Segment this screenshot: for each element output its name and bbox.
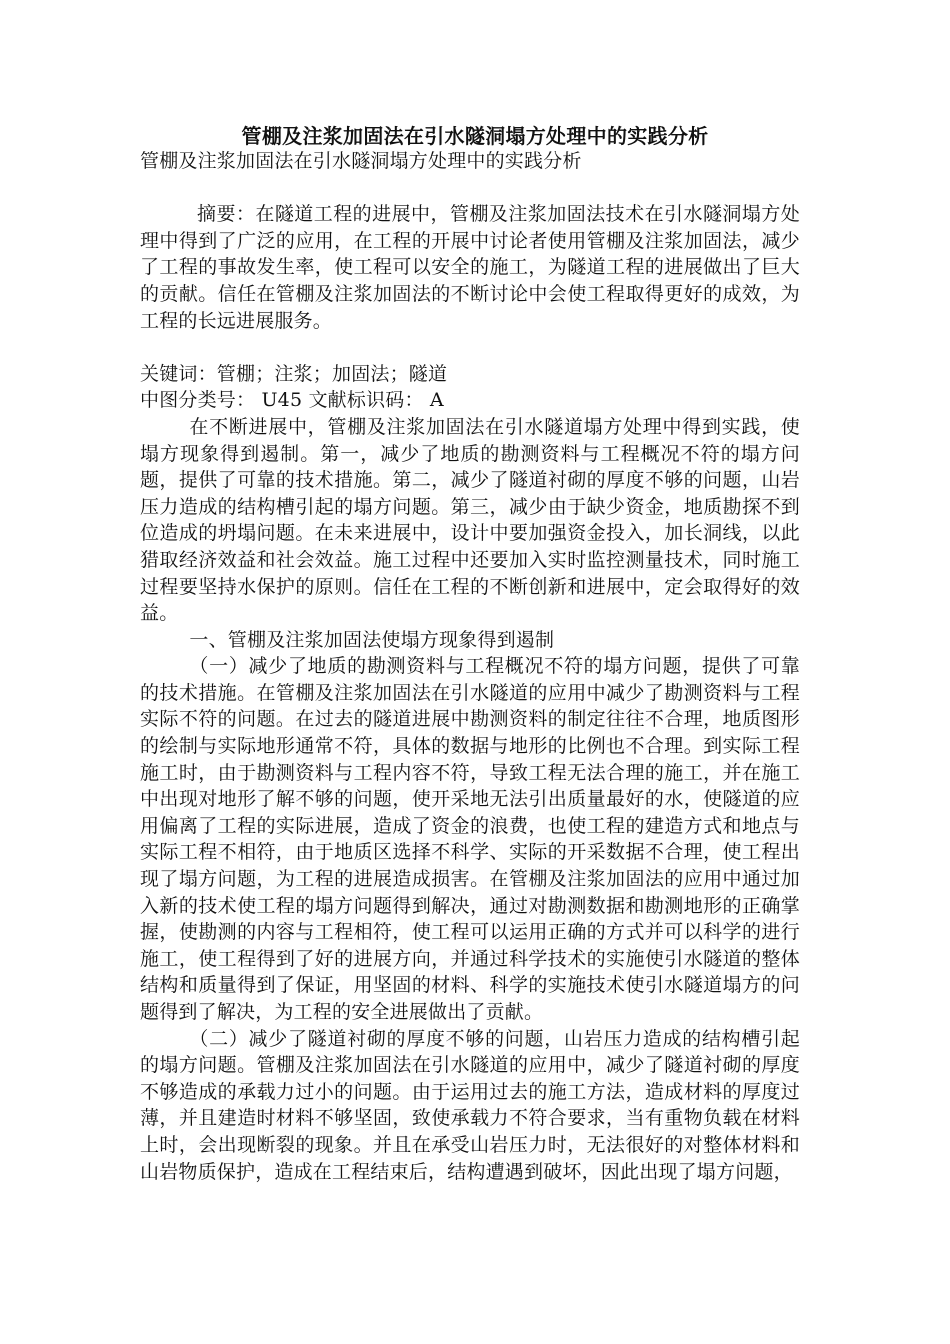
document-title: 管棚及注浆加固法在引水隧洞塌方处理中的实践分析 xyxy=(241,124,709,148)
body-paragraph: （二）减少了隧道衬砌的厚度不够的问题，山岩压力造成的结构槽引起的塌方问题。管棚及注浆加固法在引水隧道的应用中，减少了隧道衬砌的厚度不够造成的承载力过小的问题。由于运用过去的施工方法，造成材料的厚度过薄，并且建造时材料不够坚固，致使承载力不符合要求，当有重物负载在材料上时，会出现断裂的现象。并且在承受山岩压力时，无法很好的对整体材料和山岩物质保护，造成在工程结束后，结构遭遇到破坏，因此出现了塌方问题， xyxy=(140,1027,800,1183)
body-paragraph: （一）减少了地质的勘测资料与工程概况不符的塌方问题，提供了可靠的技术措施。在管棚及注浆加固法在引水隧道的应用中减少了勘测资料与工程实际不符的问题。在过去的隧道进展中勘测资料的制定往往不合理，地质图形的绘制与实际地形通常不符，具体的数据与地形的比例也不合理。到实际工程施工时，由于勘测资料与工程内容不符，导致工程无法合理的施工，并在施工中出现对地形了解不够的问题，使开采地无法引出质量最好的水，使隧道的应用偏离了工程的实际进展，造成了资金的浪费，也使工程的建造方式和地点与实际工程不相符，由于地质区选择不科学、实际的开采数据不合理，使工程出现了塌方问题，为工程的进展造成损害。在管棚及注浆加固法的应用中通过加入新的技术使工程的塌方问题得到解决，通过对勘测数据和勘测地形的正确掌握，使勘测的内容与工程相符，使工程可以运用正确的方式并可以科学的进行施工，使工程得到了好的进展方向，并通过科学技术的实施使引水隧道的整体结构和质量得到了保证，用坚固的材料、科学的实施技术使引水隧道塌方的问题得到了解决，为工程的安全进展做出了贡献。 xyxy=(140,655,800,1023)
blank-line xyxy=(140,175,800,202)
keywords-line: 关键词：管棚；注浆；加固法；隧道 xyxy=(140,362,448,385)
document-body xyxy=(140,148,800,1185)
blank-line xyxy=(140,334,800,361)
section-heading: 一、管棚及注浆加固法使塌方现象得到遏制 xyxy=(189,628,555,651)
intro-paragraph: 在不断进展中，管棚及注浆加固法在引水隧道塌方处理中得到实践，使塌方现象得到遏制。第一，减少了地质的勘测资料与工程概况不符的塌方问题，提供了可靠的技术措施。第二，减少了隧道衬砌的厚度不够的问题，山岩压力造成的结构槽引起的塌方问题。第三，减少由于缺少资金，地质勘探不到位造成的坍塌问题。在未来进展中，设计中要加强资金投入，加长洞线，以此猎取经济效益和社会效益。施工过程中还要加入实时监控测量技术，同时施工过程要坚持水保护的原则。信任在工程的不断创新和进展中，定会取得好的效益。 xyxy=(140,415,800,625)
abstract-paragraph: 摘要：在隧道工程的进展中，管棚及注浆加固法技术在引水隧洞塌方处理中得到了广泛的应用，在工程的开展中讨论者使用管棚及注浆加固法，减少了工程的事故发生率，使工程可以安全的施工，为隧道工程的进展做出了巨大的贡献。信任在管棚及注浆加固法的不断讨论中会使工程取得更好的成效，为工程的长远进展服务。 xyxy=(140,203,800,332)
classification-line: 中图分类号： U45 文献标识码： A xyxy=(140,389,444,412)
document-subtitle: 管棚及注浆加固法在引水隧洞塌方处理中的实践分析 xyxy=(140,150,582,172)
